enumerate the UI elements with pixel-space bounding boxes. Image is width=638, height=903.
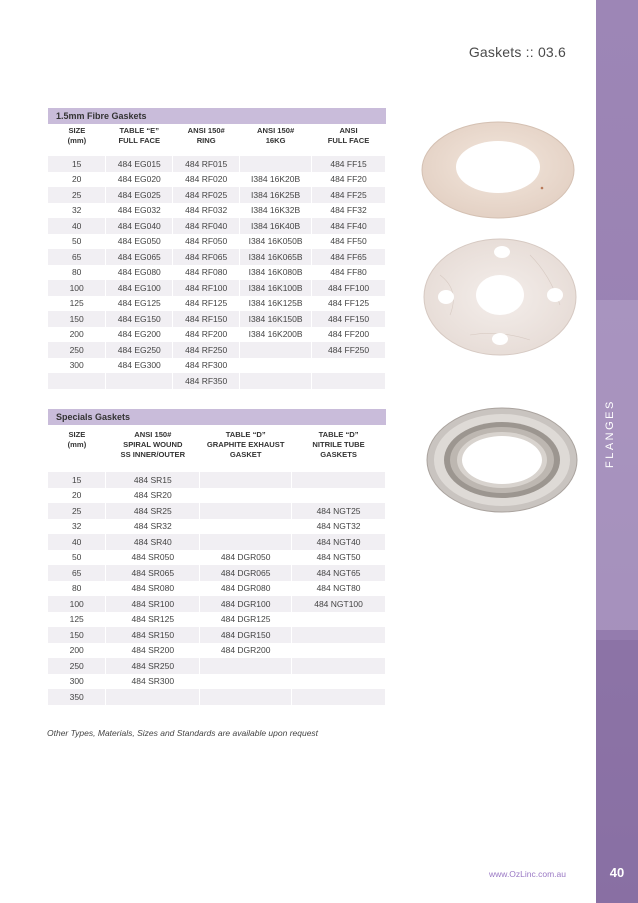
header-line: TABLE “D” [318, 430, 359, 439]
table-cell [200, 674, 292, 690]
table-row [48, 280, 386, 296]
header-line: SPIRAL WOUND [123, 440, 183, 449]
table-cell: 484 DGR100 [200, 596, 292, 612]
table-cell [240, 156, 312, 172]
table-cell [200, 488, 292, 504]
table-cell [200, 503, 292, 519]
header-line: GASKET [229, 450, 262, 459]
table-cell: 484 FF125 [312, 296, 386, 312]
table-cell: 350 [48, 689, 106, 705]
table-cell: 40 [48, 218, 106, 234]
table-cell: 484 EG015 [106, 156, 173, 172]
table-cell: 50 [48, 234, 106, 250]
table-cell: 80 [48, 265, 106, 281]
fibre-header-4 [312, 126, 386, 156]
table-cell: 20 [48, 488, 106, 504]
table-cell: 484 DGR125 [200, 612, 292, 628]
table-cell: 484 EG150 [106, 311, 173, 327]
table-cell: 484 RF032 [173, 203, 240, 219]
table-cell [48, 373, 106, 389]
header-line: SIZE [68, 430, 86, 439]
table-row [48, 503, 386, 519]
table-cell [312, 373, 386, 389]
table-cell: 484 RF025 [173, 187, 240, 203]
table-cell: 484 SR100 [106, 596, 200, 612]
table-cell: 484 FF200 [312, 327, 386, 343]
table-cell: 200 [48, 327, 106, 343]
table-cell: 484 NGT32 [292, 519, 386, 535]
table-cell: 200 [48, 643, 106, 659]
page-title: Gaskets :: 03.6 [468, 44, 566, 60]
table-cell: 484 FF50 [312, 234, 386, 250]
table-cell: 484 SR40 [106, 534, 200, 550]
table-cell: I384 16K40B [240, 218, 312, 234]
table-row [48, 234, 386, 250]
full-face-gasket-photo [420, 235, 580, 360]
header-line: (mm) [67, 136, 87, 145]
table-cell: 32 [48, 203, 106, 219]
table-row [48, 373, 386, 389]
table-cell: 484 NGT80 [292, 581, 386, 597]
table-cell: 484 NGT40 [292, 534, 386, 550]
table-cell: 484 EG100 [106, 280, 173, 296]
table-cell: 484 NGT25 [292, 503, 386, 519]
table-row [48, 156, 386, 172]
table-cell: 484 SR125 [106, 612, 200, 628]
table-cell: 484 RF100 [173, 280, 240, 296]
table-row [48, 627, 386, 643]
specials-header-3 [292, 430, 386, 472]
table-cell: 250 [48, 658, 106, 674]
table-cell: 484 SR20 [106, 488, 200, 504]
specials-section-title: Specials Gaskets [48, 409, 386, 425]
table-cell: 50 [48, 550, 106, 566]
table-cell: 15 [48, 472, 106, 488]
table-cell [292, 627, 386, 643]
table-cell: 484 FF80 [312, 265, 386, 281]
table-cell: 100 [48, 280, 106, 296]
specials-gaskets-table [48, 430, 386, 705]
table-cell [200, 658, 292, 674]
table-cell: 484 SR050 [106, 550, 200, 566]
table-cell: 300 [48, 674, 106, 690]
table-cell: 484 RF125 [173, 296, 240, 312]
table-cell: 484 SR080 [106, 581, 200, 597]
page-number: 40 [609, 865, 625, 880]
table-cell: 484 EG025 [106, 187, 173, 203]
spiral-wound-gasket-photo [425, 405, 580, 515]
table-row [48, 327, 386, 343]
fibre-header-2 [173, 126, 240, 156]
table-row [48, 187, 386, 203]
table-cell: I384 16K150B [240, 311, 312, 327]
table-cell: 484 NGT50 [292, 550, 386, 566]
table-cell [292, 689, 386, 705]
table-row [48, 643, 386, 659]
table-cell: 484 EG065 [106, 249, 173, 265]
website-link[interactable]: www.OzLinc.com.au [489, 869, 566, 879]
header-line: ANSI 150# [187, 126, 225, 135]
availability-note: Other Types, Materials, Sizes and Standards are available upon request [47, 728, 319, 738]
header-line: TABLE “D” [225, 430, 266, 439]
table-row [48, 596, 386, 612]
table-row [48, 265, 386, 281]
table-cell: 484 SR15 [106, 472, 200, 488]
table-cell [292, 488, 386, 504]
side-band [596, 0, 638, 903]
table-row [48, 296, 386, 312]
table-cell [292, 612, 386, 628]
table-cell: 250 [48, 342, 106, 358]
table-cell: I384 16K20B [240, 172, 312, 188]
table-cell: 484 FF15 [312, 156, 386, 172]
table-cell: 100 [48, 596, 106, 612]
table-cell: 484 DGR150 [200, 627, 292, 643]
table-cell: 80 [48, 581, 106, 597]
table-row [48, 565, 386, 581]
fibre-section-title: 1.5mm Fibre Gaskets [48, 108, 386, 124]
table-cell: 32 [48, 519, 106, 535]
table-cell: 484 RF080 [173, 265, 240, 281]
table-row [48, 581, 386, 597]
specials-header-1 [106, 430, 200, 472]
table-cell: 484 EG040 [106, 218, 173, 234]
table-cell: 484 EG200 [106, 327, 173, 343]
table-cell: 65 [48, 565, 106, 581]
table-cell: 484 DGR200 [200, 643, 292, 659]
table-cell: 40 [48, 534, 106, 550]
table-cell: 484 FF65 [312, 249, 386, 265]
table-row [48, 218, 386, 234]
table-cell: 484 RF020 [173, 172, 240, 188]
table-cell [240, 342, 312, 358]
table-cell: 300 [48, 358, 106, 374]
table-cell: I384 16K125B [240, 296, 312, 312]
header-line: 16KG [265, 136, 286, 145]
fibre-header-1 [106, 126, 173, 156]
header-line: ANSI 150# [134, 430, 172, 439]
table-row [48, 488, 386, 504]
table-cell: 125 [48, 296, 106, 312]
table-cell: 484 EG050 [106, 234, 173, 250]
table-cell: 484 RF300 [173, 358, 240, 374]
table-row [48, 534, 386, 550]
table-cell: 20 [48, 172, 106, 188]
table-row [48, 519, 386, 535]
table-cell [292, 643, 386, 659]
table-row [48, 612, 386, 628]
table-cell: 484 FF150 [312, 311, 386, 327]
table-cell: 484 FF250 [312, 342, 386, 358]
table-cell: 484 DGR065 [200, 565, 292, 581]
table-cell [240, 358, 312, 374]
table-cell [106, 373, 173, 389]
table-cell: 484 RF200 [173, 327, 240, 343]
table-row [48, 674, 386, 690]
table-cell: 150 [48, 311, 106, 327]
header-line: RING [196, 136, 216, 145]
table-cell: 484 FF25 [312, 187, 386, 203]
table-cell: 484 NGT65 [292, 565, 386, 581]
table-row [48, 203, 386, 219]
fibre-gaskets-table [48, 126, 386, 389]
table-row [48, 172, 386, 188]
table-cell: 484 FF32 [312, 203, 386, 219]
table-cell: 125 [48, 612, 106, 628]
table-cell: 484 SR200 [106, 643, 200, 659]
table-cell [200, 472, 292, 488]
header-line: NITRILE TUBE [312, 440, 365, 449]
table-cell [312, 358, 386, 374]
header-line: FULL FACE [327, 136, 370, 145]
table-cell: 484 NGT100 [292, 596, 386, 612]
table-cell: 484 RF015 [173, 156, 240, 172]
table-cell: 484 DGR080 [200, 581, 292, 597]
table-cell [292, 658, 386, 674]
table-cell: 484 SR250 [106, 658, 200, 674]
header-line: ANSI [339, 126, 358, 135]
table-cell: 25 [48, 187, 106, 203]
table-cell [292, 674, 386, 690]
table-cell: 484 SR150 [106, 627, 200, 643]
header-line: SIZE [68, 126, 86, 135]
table-cell: 484 RF250 [173, 342, 240, 358]
table-cell: 484 RF040 [173, 218, 240, 234]
table-cell [200, 534, 292, 550]
table-cell: 484 FF100 [312, 280, 386, 296]
specials-header-0 [48, 430, 106, 472]
header-line: (mm) [67, 440, 87, 449]
header-line: ANSI 150# [257, 126, 295, 135]
table-cell: I384 16K25B [240, 187, 312, 203]
table-cell: 484 EG300 [106, 358, 173, 374]
table-cell: 484 SR065 [106, 565, 200, 581]
header-line: FULL FACE [118, 136, 161, 145]
header-line: SS INNER/OUTER [120, 450, 186, 459]
table-cell [200, 519, 292, 535]
fibre-header-0 [48, 126, 106, 156]
table-cell [106, 689, 200, 705]
table-cell: I384 16K200B [240, 327, 312, 343]
table-cell: I384 16K050B [240, 234, 312, 250]
table-cell: I384 16K080B [240, 265, 312, 281]
ring-gasket-photo [420, 120, 580, 220]
table-cell [200, 689, 292, 705]
table-cell: 484 RF350 [173, 373, 240, 389]
table-cell: 484 EG032 [106, 203, 173, 219]
table-cell: 484 SR32 [106, 519, 200, 535]
table-cell: 484 EG080 [106, 265, 173, 281]
table-cell: 484 DGR050 [200, 550, 292, 566]
table-cell [240, 373, 312, 389]
table-row [48, 658, 386, 674]
fibre-header-3 [240, 126, 312, 156]
table-row [48, 311, 386, 327]
specials-header-2 [200, 430, 292, 472]
table-cell: 484 FF20 [312, 172, 386, 188]
table-cell: 484 EG020 [106, 172, 173, 188]
table-cell: 484 EG250 [106, 342, 173, 358]
table-cell: 484 FF40 [312, 218, 386, 234]
header-line: GASKETS [320, 450, 357, 459]
table-row [48, 249, 386, 265]
table-cell: 484 RF050 [173, 234, 240, 250]
table-cell: 484 SR300 [106, 674, 200, 690]
header-line: TABLE “E” [119, 126, 160, 135]
table-row [48, 472, 386, 488]
table-cell: 15 [48, 156, 106, 172]
section-label: FLANGES [604, 399, 616, 468]
table-cell [292, 472, 386, 488]
table-cell: 65 [48, 249, 106, 265]
header-line: GRAPHITE EXHAUST [206, 440, 285, 449]
table-cell: I384 16K100B [240, 280, 312, 296]
table-cell: I384 16K065B [240, 249, 312, 265]
table-row [48, 689, 386, 705]
table-cell: 484 RF065 [173, 249, 240, 265]
table-row [48, 358, 386, 374]
table-cell: 150 [48, 627, 106, 643]
table-row [48, 342, 386, 358]
table-cell: 484 EG125 [106, 296, 173, 312]
table-cell: I384 16K32B [240, 203, 312, 219]
table-cell: 484 SR25 [106, 503, 200, 519]
table-cell: 25 [48, 503, 106, 519]
table-row [48, 550, 386, 566]
table-cell: 484 RF150 [173, 311, 240, 327]
